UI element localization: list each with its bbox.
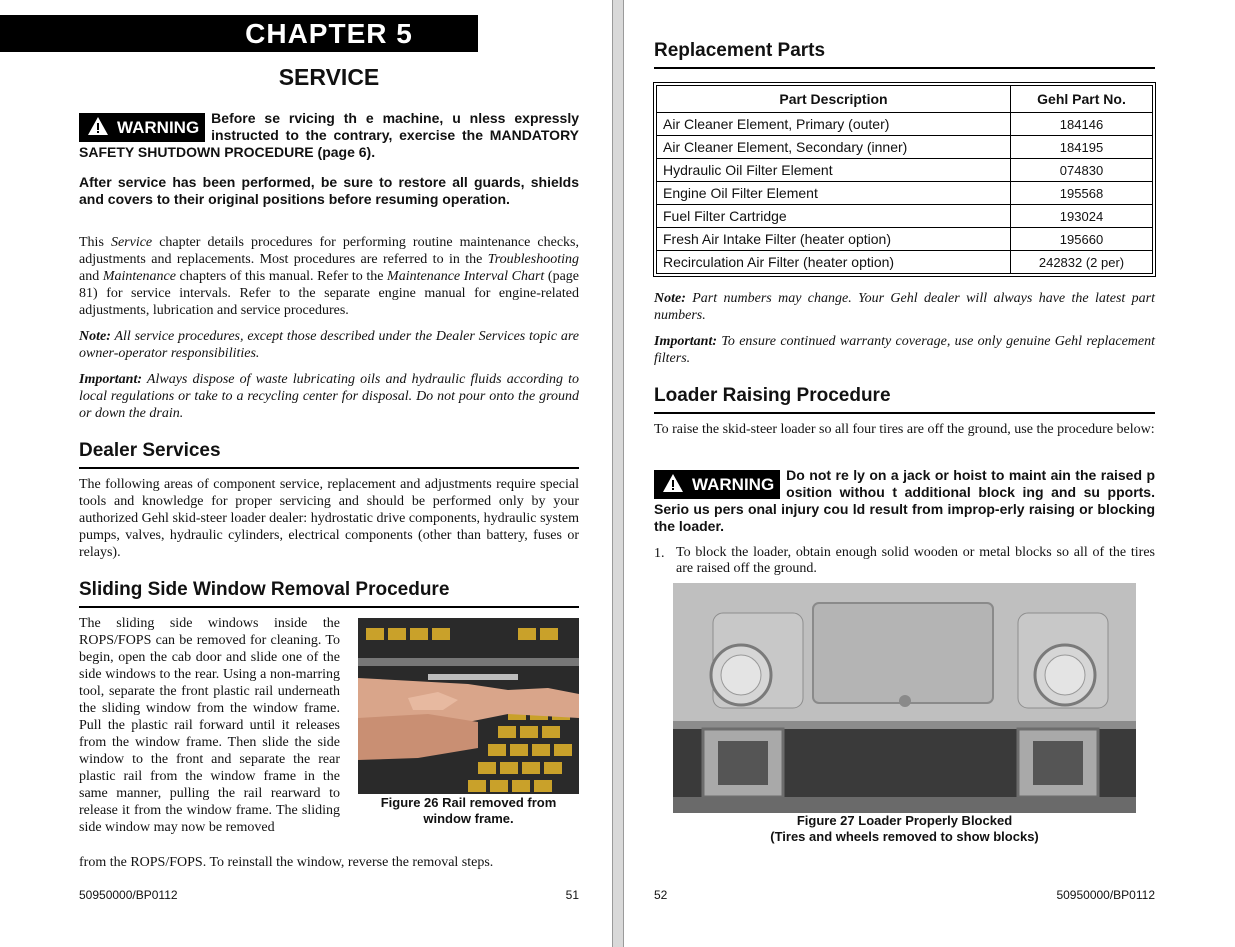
part-number: 193024 bbox=[1011, 205, 1153, 228]
part-description: Engine Oil Filter Element bbox=[657, 182, 1011, 205]
parts-important bbox=[654, 333, 1155, 367]
warning-badge bbox=[79, 113, 205, 142]
footer-doc-number: 50950000/BP0112 bbox=[1056, 888, 1155, 902]
important-label: Important: bbox=[654, 334, 718, 349]
warning-triangle-icon bbox=[662, 473, 684, 493]
window-removal-heading: Sliding Side Window Removal Procedure bbox=[79, 579, 579, 608]
warning-text: Do not re ly on a jack or hoist to maint ain the raised p osition withou t additional block ing and su pports. Serio us pers onal injury cou ld result from improp-erly raising or blocking the loader. bbox=[654, 467, 1155, 534]
intro-text: (page 81) for service intervals. Refer to the separate engine manual for engine-related adjustments, lubrication and service procedures. bbox=[79, 269, 580, 318]
figure-26-caption-line: window frame. bbox=[423, 811, 514, 826]
important-text: Always dispose of waste lubricating oils and hydraulic fluids according to local regulations or take to a recycling center for disposal. Do not pour onto the ground or down the drain. bbox=[79, 372, 579, 421]
footer-doc-number: 50950000/BP0112 bbox=[79, 888, 178, 902]
part-number: 195568 bbox=[1011, 182, 1153, 205]
loader-blocked-image bbox=[673, 583, 1136, 813]
intro-troubleshooting-ref: Troubleshooting bbox=[487, 252, 579, 267]
left-page bbox=[0, 0, 612, 947]
page-number: 51 bbox=[565, 888, 579, 902]
note-label: Note: bbox=[79, 329, 111, 344]
part-number: 242832 (2 per) bbox=[1011, 251, 1153, 274]
warning-label: WARNING bbox=[692, 475, 775, 494]
part-description: Air Cleaner Element, Secondary (inner) bbox=[657, 136, 1011, 159]
table-row bbox=[657, 159, 1153, 182]
chapter-banner: CHAPTER 5 bbox=[0, 15, 478, 52]
part-number: 184195 bbox=[1011, 136, 1153, 159]
part-number: 195660 bbox=[1011, 228, 1153, 251]
table-row bbox=[657, 251, 1153, 274]
part-description: Hydraulic Oil Filter Element bbox=[657, 159, 1011, 182]
intro-text: chapter details procedures for performing routine maintenance checks, adjustments and replacements. Most procedures are referred to in the bbox=[79, 235, 579, 267]
warning-triangle-icon bbox=[87, 116, 109, 136]
table-row bbox=[657, 113, 1153, 136]
page-title: SERVICE bbox=[278, 64, 380, 90]
intro-text: This bbox=[79, 235, 111, 250]
part-description: Fuel Filter Cartridge bbox=[657, 205, 1011, 228]
intro-chart-ref: Maintenance Interval Chart bbox=[387, 269, 545, 284]
right-page bbox=[624, 0, 1235, 947]
part-description: Recirculation Air Filter (heater option) bbox=[657, 251, 1011, 274]
note-paragraph bbox=[79, 328, 579, 362]
page-number: 52 bbox=[654, 888, 668, 902]
part-description: Air Cleaner Element, Primary (outer) bbox=[657, 113, 1011, 136]
figure-26-caption-line: Figure 26 Rail removed from bbox=[380, 795, 557, 810]
figure-27-caption-line: (Tires and wheels removed to show blocks) bbox=[770, 829, 1039, 844]
after-service-note: After service has been performed, be sure to restore all guards, shields and covers to their original positions before resuming operation. bbox=[79, 174, 579, 207]
intro-text: and bbox=[79, 269, 103, 284]
replacement-parts-heading: Replacement Parts bbox=[654, 40, 1155, 69]
window-removal-text: The sliding side windows inside the ROPS/FOPS can be removed for cleaning. To begin, open the cab door and slide one of the side windows to the rear. Using a non-marring tool, separate the front plastic rail underneath the sliding window from the window frame. Pull the plastic rail forward until it releases from the window frame. Then slide the side window to the front and separate the rear plastic rail from the window frame in the same manner, pulling the rail rearward to release it from the window frame. The sliding side window may now be removed bbox=[79, 616, 340, 835]
intro-maintenance-ref: Maintenance bbox=[102, 269, 176, 284]
part-description: Fresh Air Intake Filter (heater option) bbox=[657, 228, 1011, 251]
note-text: All service procedures, except those described under the Dealer Services topic are owner-operator responsibilities. bbox=[79, 329, 579, 361]
figure-26-caption bbox=[358, 795, 579, 827]
important-label: Important: bbox=[79, 372, 143, 387]
warning-label: WARNING bbox=[117, 118, 200, 137]
parts-table-frame bbox=[653, 82, 1156, 277]
parts-table bbox=[656, 85, 1153, 274]
column-header: Gehl Part No. bbox=[1011, 86, 1153, 113]
step-number: 1. bbox=[654, 546, 665, 561]
figure-27-caption bbox=[673, 813, 1136, 845]
raising-intro: To raise the skid-steer loader so all four tires are off the ground, use the procedure below: bbox=[654, 422, 1155, 437]
warning-block bbox=[79, 110, 579, 161]
loader-raising-heading: Loader Raising Procedure bbox=[654, 385, 1155, 414]
important-paragraph bbox=[79, 371, 579, 422]
warning-badge bbox=[654, 470, 780, 499]
rail-removal-image bbox=[358, 618, 579, 794]
parts-note bbox=[654, 290, 1155, 324]
part-number: 184146 bbox=[1011, 113, 1153, 136]
table-row bbox=[657, 228, 1153, 251]
intro-service-ref: Service bbox=[110, 235, 153, 250]
important-text: To ensure continued warranty coverage, use only genuine Gehl replacement filters. bbox=[654, 334, 1155, 366]
warning-text: Before se rvicing th e machine, u nless expressly instructed to the contrary, exercise the MANDATORY SAFETY SHUTDOWN PROCEDURE (page 6). bbox=[79, 110, 579, 160]
table-row bbox=[657, 182, 1153, 205]
table-row bbox=[657, 205, 1153, 228]
window-removal-text-end: from the ROPS/FOPS. To reinstall the window, reverse the removal steps. bbox=[79, 855, 494, 870]
column-header: Part Description bbox=[657, 86, 1011, 113]
note-text: Part numbers may change. Your Gehl dealer will always have the latest part numbers. bbox=[654, 291, 1155, 323]
dealer-services-heading: Dealer Services bbox=[79, 440, 579, 469]
table-header-row bbox=[657, 86, 1153, 113]
figure-26-photo bbox=[358, 618, 579, 794]
step-1 bbox=[654, 545, 1155, 577]
part-number: 074830 bbox=[1011, 159, 1153, 182]
figure-27-photo bbox=[673, 583, 1136, 813]
intro-paragraph bbox=[79, 234, 579, 319]
intro-text: chapters of this manual. Refer to the bbox=[175, 269, 388, 284]
table-row bbox=[657, 136, 1153, 159]
dealer-services-text: The following areas of component service, replacement and adjustments require special tools and knowledge for proper servicing and should be performed only by your authorized Gehl skid-steer loader dealer: hydrostatic drive components, hydraulic system pumps, valves, hydraulic cylinders, electrical components (other than battery, fuses or relays). bbox=[79, 477, 579, 560]
raising-warning-block bbox=[654, 467, 1155, 535]
page-gutter bbox=[612, 0, 624, 947]
step-text: To block the loader, obtain enough solid wooden or metal blocks so all of the tires are raised off the ground. bbox=[676, 545, 1155, 576]
note-label: Note: bbox=[654, 291, 686, 306]
figure-27-caption-line: Figure 27 Loader Properly Blocked bbox=[796, 813, 1013, 828]
